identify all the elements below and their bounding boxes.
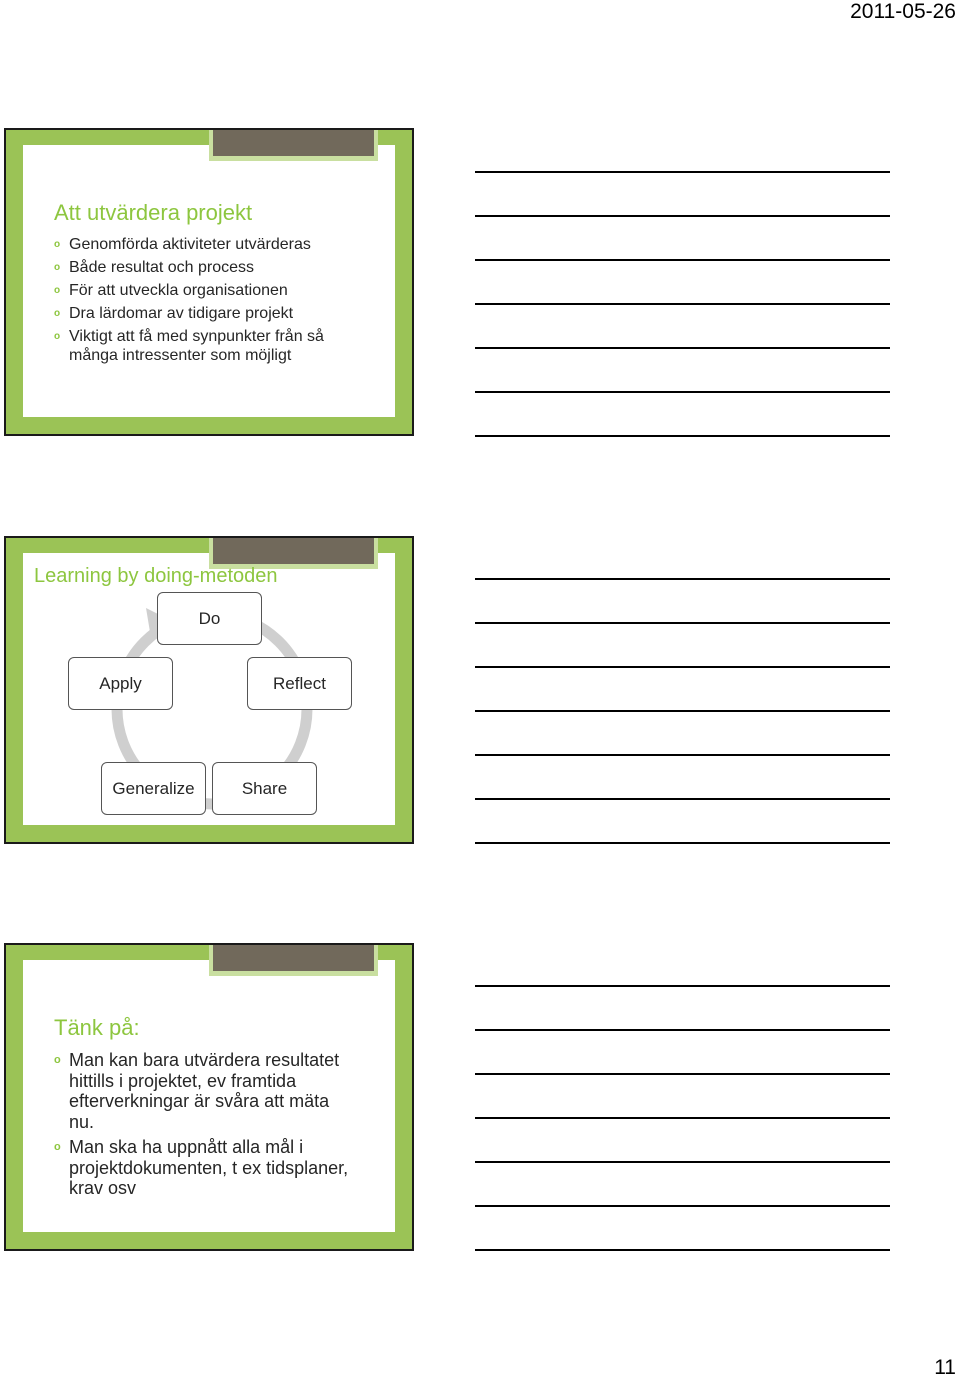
list-item: o Man kan bara utvärdera resultatet hittills i projektet, ev framtida efterverkningar är svåra att mäta nu.	[54, 1050, 340, 1132]
cycle-step-do: Do	[157, 592, 262, 645]
cycle-step-share: Share	[212, 762, 317, 815]
slide-2	[4, 536, 414, 844]
bullet-icon: o	[54, 1141, 61, 1153]
slide-title: Learning by doing-metoden	[34, 565, 278, 587]
cycle-step-apply: Apply	[68, 657, 173, 710]
list-item: o Både resultat och process	[54, 259, 254, 276]
slide-title: Tänk på:	[54, 1015, 140, 1040]
list-item: o För att utveckla organisationen	[54, 282, 288, 299]
cycle-step-reflect: Reflect	[247, 657, 352, 710]
page-number: 11	[934, 1356, 956, 1379]
slide-tab	[213, 944, 374, 971]
list-item: o Viktigt att få med synpunkter från så många intressenter som möjligt	[54, 328, 324, 364]
bullet-icon: o	[54, 1054, 61, 1066]
bullet-icon: o	[54, 331, 61, 342]
slide-3	[4, 943, 414, 1251]
bullet-list	[54, 1050, 354, 1199]
slide-1	[4, 128, 414, 436]
bullet-icon: o	[54, 239, 61, 250]
bullet-icon: o	[54, 308, 61, 319]
list-item: o Dra lärdomar av tidigare projekt	[54, 305, 294, 322]
bullet-icon: o	[54, 285, 61, 296]
bullet-list	[54, 235, 359, 365]
slide-title: Att utvärdera projekt	[54, 200, 253, 225]
list-item: o Man ska ha uppnått alla mål i projektdokumenten, t ex tidsplaner, krav osv	[54, 1137, 349, 1198]
cycle-step-generalize: Generalize	[101, 762, 206, 815]
list-item: o Genomförda aktiviteter utvärderas	[54, 236, 311, 253]
slide-tab	[213, 129, 374, 156]
page-date: 2011-05-26	[850, 0, 956, 23]
bullet-icon: o	[54, 262, 61, 273]
